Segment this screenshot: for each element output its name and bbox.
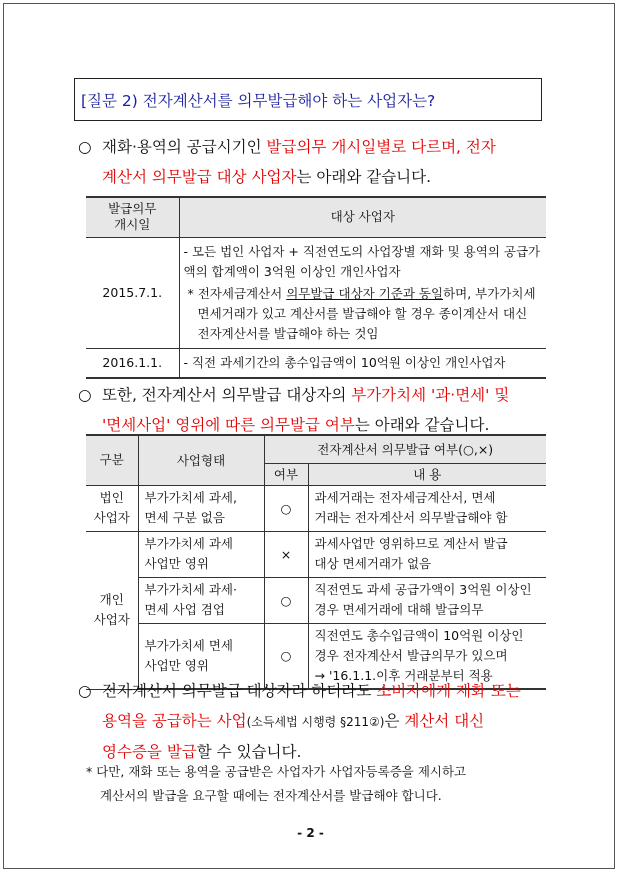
- row-note: [184, 284, 543, 344]
- bullet: ○: [78, 682, 92, 700]
- header-obligation-group: 전자계산서 의무발급 여부(○,×): [264, 435, 546, 463]
- paragraph-2: [78, 380, 548, 440]
- row-desc-2016: - 직전 과세기간의 총수입금액이 10억원 이상인 개인사업자: [179, 348, 546, 378]
- para1-highlight: 발급의무 개시일별로 다르며, 전자: [266, 138, 496, 156]
- business-type: 부가가치세 과세 사업만 영위: [138, 531, 264, 577]
- business-type: 부가가치세 과세· 면세 사업 겸업: [138, 577, 264, 623]
- paragraph-1: [78, 132, 548, 192]
- category-corporate: 법인 사업자: [86, 485, 138, 531]
- law-reference: (소득세법 시행령 §211②): [246, 715, 385, 729]
- para2-highlight: 부가가치세 '과·면세' 및: [351, 386, 510, 404]
- obligation-content: 과세사업만 영위하므로 계산서 발급 대상 면세거래가 없음: [308, 531, 546, 577]
- para3-text-2: 은: [384, 712, 405, 730]
- note-text-a: 전자세금계산서: [197, 285, 287, 301]
- para3-highlight: 소비자에게 재화 또는: [376, 682, 521, 700]
- business-type: 부가가치세 과세, 면세 구분 없음: [138, 485, 264, 531]
- para3-highlight-3: 계산서 대신: [404, 712, 485, 730]
- para1-text-2: 는 아래와 같습니다.: [296, 168, 432, 186]
- page-number: - 2 -: [297, 826, 324, 840]
- business-type: 부가가치세 면세 사업만 영위: [138, 623, 264, 689]
- question-box: [74, 78, 542, 121]
- footnote-line-1: 다만, 재화 또는 용역을 공급받은 사업자가 사업자등록증을 제시하고: [96, 764, 467, 779]
- para3-highlight-2: 용역을 공급하는 사업: [102, 712, 247, 730]
- table-issuance-start-date: [86, 196, 546, 379]
- header-content: 내 용: [308, 463, 546, 485]
- footnote: [86, 760, 548, 808]
- para3-text: 전자계산서 의무발급 대상자라 하더라도: [102, 682, 377, 700]
- table-obligation: [86, 434, 546, 690]
- bullet: ○: [78, 386, 92, 404]
- footnote-line-2: 계산서의 발급을 요구할 때에는 전자계산서를 발급해야 합니다.: [100, 788, 442, 803]
- category-individual: 개인 사업자: [86, 531, 138, 689]
- question-title: [질문 2) 전자계산서를 의무발급해야 하는 사업자는?: [81, 92, 436, 110]
- footnote-star: *: [86, 764, 93, 779]
- header-status: 여부: [264, 463, 308, 485]
- para1-text: 재화·용역의 공급시기인: [102, 138, 267, 156]
- row-date-2015: 2015.7.1.: [86, 237, 179, 348]
- obligation-content: 직전연도 과세 공급가액이 3억원 이상인 경우 면세거래에 대해 발급의무: [308, 577, 546, 623]
- row-date-2016: 2016.1.1.: [86, 348, 179, 378]
- obligation-mark: ○: [264, 485, 308, 531]
- note-text-b: 하며, 부가가치세 면세거래가 있고 계산서를 발급해야 할 경우 종이계산서 대신 전자계산서를 발급해야 하는 것임: [197, 285, 536, 341]
- row-desc-main: - 모든 법인 사업자 + 직전연도의 사업장별 재화 및 용역의 공급가액의 합계액이 3억원 이상인 개인사업자: [183, 243, 541, 279]
- obligation-content: 직전연도 총수입금액이 10억원 이상인 경우 전자계산서 발급의무가 있으며 → '16.1.1.이후 거래분부터 적용: [308, 623, 546, 689]
- para2-highlight-2: '면세사업' 영위에 따른 의무발급 여부: [102, 416, 355, 434]
- para2-text-2: 는 아래와 같습니다.: [354, 416, 490, 434]
- note-star: *: [187, 285, 194, 301]
- para2-text: 또한, 전자계산서 의무발급 대상자의: [102, 386, 352, 404]
- obligation-mark: ○: [264, 623, 308, 689]
- para3-highlight-4: 영수증을 발급: [102, 743, 197, 761]
- row-desc-2015: [179, 237, 546, 348]
- paragraph-3: [78, 676, 548, 767]
- obligation-mark: ○: [264, 577, 308, 623]
- bullet: ○: [78, 138, 92, 156]
- table-header-date: 발급의무 개시일: [86, 197, 179, 237]
- para1-highlight-2: 계산서 의무발급 대상 사업자: [102, 168, 297, 186]
- table-header-target: 대상 사업자: [179, 197, 546, 237]
- note-underlined: 의무발급 대상자 기준과 동일: [286, 285, 444, 301]
- obligation-content: 과세거래는 전자세금계산서, 면세 거래는 전자계산서 의무발급해야 함: [308, 485, 546, 531]
- obligation-mark: ×: [264, 531, 308, 577]
- para3-text-3: 할 수 있습니다.: [196, 743, 302, 761]
- header-category: 구분: [86, 435, 138, 485]
- header-business-type: 사업형태: [138, 435, 264, 485]
